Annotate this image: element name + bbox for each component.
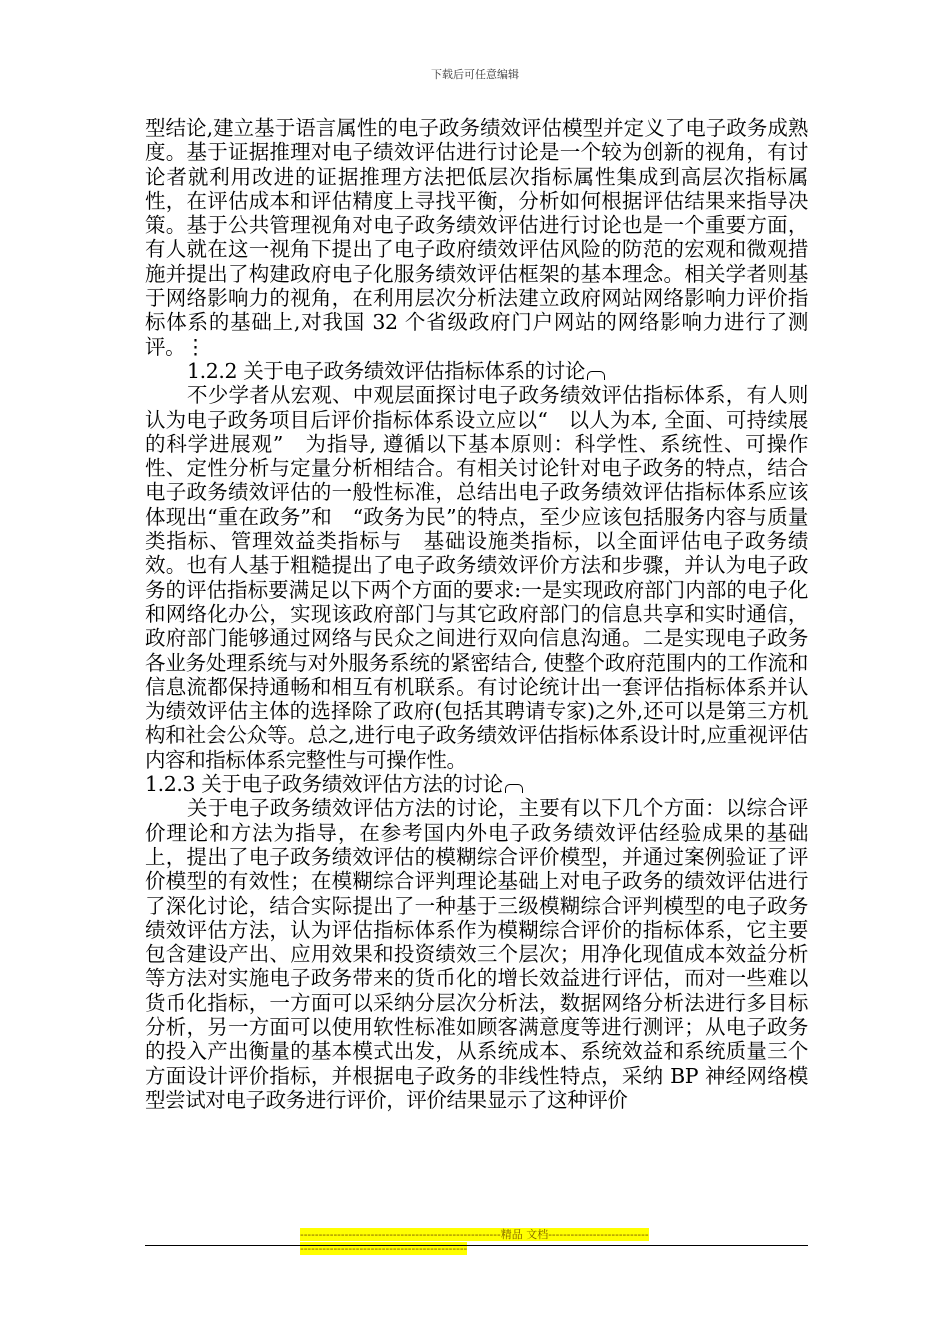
page-header: 下载后可任意编辑 — [431, 68, 519, 81]
footer-rule — [145, 1245, 808, 1246]
document-body — [145, 116, 808, 1112]
bracket-mark-icon — [587, 371, 605, 380]
footer-text: ------------------------------------------------------精品 文档------------------------------------------------------------------------ — [300, 1228, 649, 1255]
paragraph: 型结论,建立基于语言属性的电子政务绩效评估模型并定义了电子政务成熟度。基于证据推理对电子绩效评估进行讨论是一个较为创新的视角，有讨论者就利用改进的证据推理方法把低层次指标属性集成到高层次指标属性，在评估成本和评估精度上寻找平衡，分析如何根据评估结果来指导决策。基于公共管理视角对电子政务绩效评估进行讨论也是一个重要方面，有人就在这一视角下提出了电子政府绩效评估风险的防范的宏观和微观措施并提出了构建政府电子化服务绩效评估框架的基本理念。相关学者则基于网络影响力的视角，在利用层次分析法建立政府网站网络影响力评价指标体系的基础上,对我国 32 个省级政府门户网站的网络影响力进行了测评。⋮ — [145, 116, 808, 359]
page-footer — [300, 1228, 650, 1256]
bracket-mark-icon — [505, 784, 523, 793]
section-heading-text: 1.2.2 关于电子政务绩效评估指标体系的讨论 — [187, 358, 585, 383]
paragraph: 关于电子政务绩效评估方法的讨论，主要有以下几个方面：以综合评价理论和方法为指导，在参考国内外电子政务绩效评估经验成果的基础上，提出了电子政务绩效评估的模糊综合评价模型，并通过案例验证了评价模型的有效性；在模糊综合评判理论基础上对电子政务的绩效评估进行了深化讨论，结合实际提出了一种基于三级模糊综合评判模型的电子政务绩效评估方法，认为评估指标体系作为模糊综合评价的指标体系，它主要包含建设产出、应用效果和投资绩效三个层次；用净化现值成本效益分析等方法对实施电子政务带来的货币化的增长效益进行评估，而对一些难以货币化指标，一方面可以采纳分层次分析法，数据网络分析法进行多目标分析，另一方面可以使用软性标准如顾客满意度等进行测评；从电子政务的投入产出衡量的基本模式出发，从系统成本、系统效益和系统质量三个方面设计评价指标，并根据电子政务的非线性特点，采纳 BP 神经网络模型尝试对电子政务进行评价，评价结果显示了这种评价 — [145, 796, 808, 1112]
paragraph: 不少学者从宏观、中观层面探讨电子政务绩效评估指标体系，有人则认为电子政务项目后评价指标体系设立应以“ 以人为本, 全面、可持续展的科学进展观” 为指导, 遵循以下基本原则：科学性、系统性、可操作性、定性分析与定量分析相结合。有相关讨论针对电子政务的特点，结合电子政务绩效评估的一般性标准，总结出电子政务绩效评估指标体系应该体现出“重在政务”和 “政务为民”的特点，至少应该包括服务内容与质量类指标、管理效益类指标与 基础设施类指标，以全面评估电子政务绩效。也有人基于粗糙提出了电子政务绩效评价方法和步骤，并认为电子政务的评估指标要满足以下两个方面的要求:一是实现政府部门内部的电子化和网络化办公，实现该政府部门与其它政府部门的信息共享和实时通信，政府部门能够通过网络与民众之间进行双向信息沟通。二是实现电子政务各业务处理系统与对外服务系统的紧密结合, 使整个政府范围内的工作流和信息流都保持通畅和相互有机联系。有讨论统计出一套评估指标体系并认为绩效评估主体的选择除了政府(包括其聘请专家)之外,还可以是第三方机构和社会公众等。总之,进行电子政务绩效评估指标体系设计时,应重视评估内容和指标体系完整性与可操作性。 — [145, 383, 808, 772]
section-heading — [145, 359, 808, 383]
section-heading-text: 1.2.3 关于电子政务绩效评估方法的讨论 — [145, 772, 503, 797]
section-heading — [145, 772, 808, 796]
